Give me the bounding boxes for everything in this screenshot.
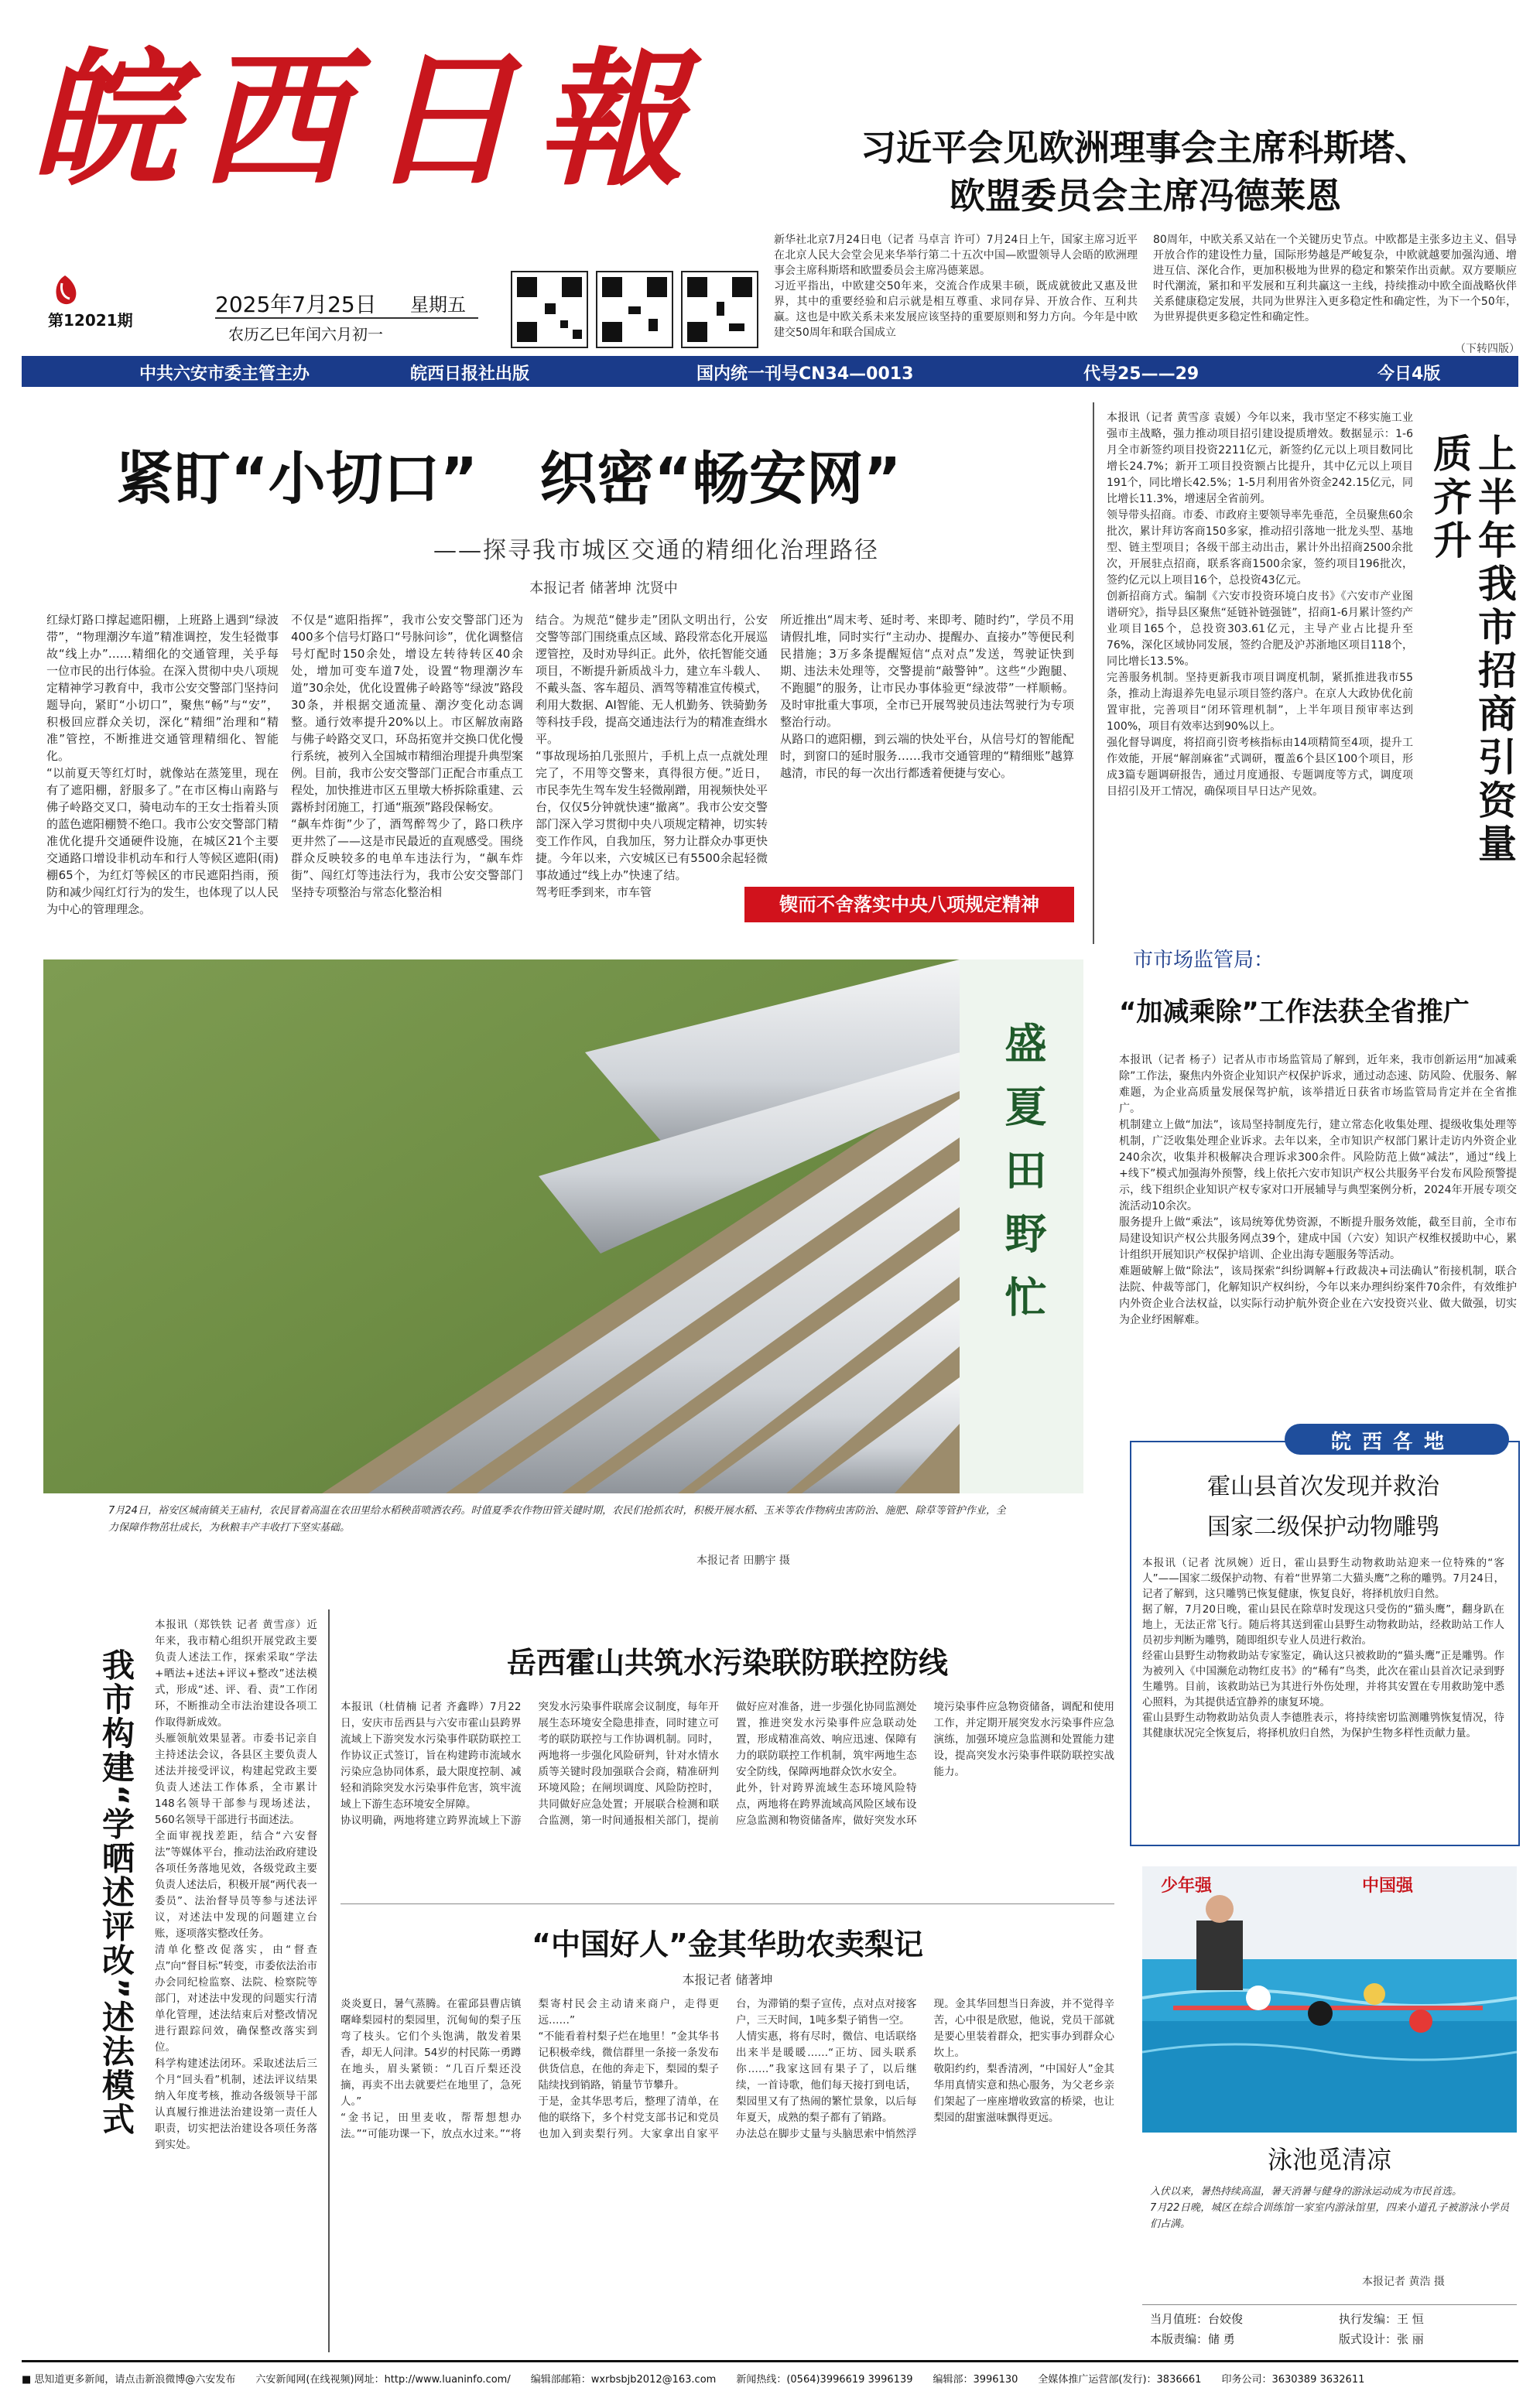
- footer-editorial-phone: 编辑部：3996130: [933, 2373, 1018, 2386]
- pool-sign-1: 少年强: [1161, 1876, 1213, 1896]
- layout-label: 版式设计：: [1339, 2332, 1398, 2346]
- newspaper-logo: [46, 272, 84, 310]
- main-col-2: 不仅是“遮阳指挥”，我市公安交警部门还为400多个信号灯路口“号脉问诊”，优化调整信号灯配时150余处，增设左转待转区40余处，增加可变车道7处，设置“物理潮汐车道”30余处，优化设置佛子岭路等“绿波”路段30条，并根据交通流量、潮汐变化动态调整。通行效率提升20%以上。市区解放南路与佛子岭路交叉口，环岛拓宽并交换口优化慢行系统，被列入全国城市精细治理提升典型案例。目前，我市公安交警部门正配合市重点工程处，加快推进市区五里墩大桥拆除重建、云露桥封闭施工，打通“瓶颈”路段保畅安。 “飙车炸街”少了，酒驾醉驾少了，路口秩序更井然了——这是市民最近的直观感受。围绕群众反映较多的电单车违法行为，“飙车炸街”、闯红灯等违法行为，我市公安交警部门坚持专项整治与常态化整治相: [291, 613, 523, 899]
- duty-editor: 台姣俊: [1208, 2312, 1244, 2326]
- water-headline: 岳西霍山共筑水污染联防联控防线: [506, 1646, 948, 1680]
- page-count: 今日4版: [1377, 364, 1441, 384]
- publisher-label: 皖西日报社出版: [410, 364, 530, 384]
- photo-greenhouses: [43, 959, 960, 1493]
- market-text: 本报讯（记者 杨子）记者从市市场监管局了解到，近年来，我市创新运用“加减乘除”工作法，聚焦内外资企业知识产权保护诉求，通过动态速、防风险、优服务、解难题，为企业高质量发展保驾护航，该举措近日获省市场监管局肯定并在全省推广。 机制建立上做“加法”，该局坚持制度先行，建立常态化收集处理、提级收集处理等机制，广泛收集处理企业诉求。去年以来，全市知识产权部门累计走访内外资企业240余次，收集并积极解决合理诉求300余件。风险防范上做“减法”，通过“线上+线下”模式加强海外预警，线上依托六安市知识产权公共服务平台发布风险预警提示，线下组织企业知识产权专家对口开展辅导与典型案例分析，2024年开展专项交流活动10余次。 服务提升上做“乘法”，该局统筹优势资源，不断提升服务效能，截至目前，全市布局建设知识产权公共服务网点39个，建成中国（六安）知识产权维权援助中心，累计组织开展知识产权保护培训、企业出海专题服务等活动。 难题破解上做“除法”，该局探索“纠纷调解+行政裁决+司法确认”衔接机制，联合法院、仲裁等部门，化解知识产权纠纷，今年以来办理纠纷案件70余件，有效维护内外资企业合法权益，以实际行动护航外资企业在六安投资兴业、做大做强，切实为企业纾困解难。: [1119, 1054, 1517, 1326]
- exec-editor: 王 恒: [1397, 2312, 1424, 2326]
- investment-text: 本报讯（记者 黄雪彦 袁媛）今年以来，我市坚定不移实施工业强市主战略，强力推动项目招引建设提质增效。数据显示：1-6月全市新签约项目投资2211亿元，新签约亿元以上项目数同比增长24.7%；新开工项目投资额占比提升，其中亿元以上项目191个，同比增长42.5%；1-5月利用省外资金242.15亿元，同比增长11.3%，增速居全省前列。 领导带头招商。市委、市政府主要领导率先垂范，全员聚焦60余批次，累计拜访客商150多家，推动招引落地一批龙头型、基地型、链主型项目；各级干部主动出击，累计外出招商2500余批次，开展驻点招商，联系客商1500余家，签约项目196批次，签约亿元以上项目16个，总投资43亿元。 创新招商方式。编制《六安市投资环境白皮书》《六安市产业图谱研究》，指导县区聚焦“延链补链强链”，招商1-6月累计签约产业项目165个，总投资303.61亿元，主导产业占比提升至76%，深化区域协同发展，签约合肥及沪苏浙地区项目118个，同比增长13.5%。 完善服务机制。坚持更新我市项目调度机制，紧抓推进我市55条，推动上海退养先电显示项目签约落户。在京人大政协优化前置审批，完善项目“闭环管理机制”，上半年项目预审率达到100%，项目有效率达到90%以上。 强化督导调度，将招商引资考核指标由14项精简至4项，提升工作效能，开展“解剖麻雀”式调研，覆盖6个县区100个项目，形成3篇专题调研报告，通过月度通报、专题调度等方式，调度项目招引及开工情况，确保项目早日达产见效。: [1107, 412, 1413, 798]
- owl-headline: [1138, 1467, 1509, 1548]
- footer-website[interactable]: 六安新闻网(在线视频)网址：http://www.luaninfo.com/: [255, 2373, 511, 2386]
- main-headline: [116, 433, 1083, 515]
- main-byline: 本报记者 储著坤 沈贤中: [529, 580, 678, 597]
- masthead-char: 日: [368, 33, 516, 206]
- photo-caption: 7月24日，裕安区城南镇关王庙村，农民冒着高温在农田里给水稻秧苗喷洒农药。时值夏季农作物田管关键时期，农民们抢抓农时，积极开展水稻、玉米等农作物病虫害防治、施肥、除草等管护作业，全力保障作物茁壮成长，为秋粮丰产丰收打下坚实基础。: [108, 1505, 1006, 1534]
- page-editor-label: 本版责编：: [1150, 2332, 1209, 2346]
- layout-designer: 张 丽: [1397, 2332, 1424, 2346]
- editor-row: [1339, 2331, 1424, 2347]
- exec-editor-label: 执行发编：: [1339, 2312, 1398, 2326]
- editor-row: [1339, 2311, 1424, 2327]
- main-headline-part: 紧盯“小切口”: [116, 446, 478, 512]
- editor-row: [1150, 2311, 1243, 2327]
- masthead-title: [31, 33, 758, 206]
- market-headline: “加减乘除”工作法获全省推广: [1119, 997, 1470, 1028]
- lead-col-2: 80周年，中欧关系又站在一个关键历史节点。中欧都是主张多边主义、倡导开放合作的建设性力量，国际形势越是严峻复杂，中欧就越要加强沟通、增进互信、深化合作，更加积极地为世界的稳定和繁荣作出贡献。双方要顺应时代潮流，紧扣和平发展和互利共赢这一主线，持续推动中欧全面战略伙伴关系健康稳定发展，共同为世界注入更多稳定性和确定性，为下一个50年，为世界提供更多稳定性和确定性。: [1153, 234, 1517, 323]
- footer-bar: [22, 2360, 1518, 2393]
- issue-date: 2025年7月25日: [215, 292, 377, 317]
- footer-email[interactable]: 编辑部邮箱：wxrbsbjb2012@163.com: [530, 2373, 717, 2386]
- main-subtitle: ——探寻我市城区交通的精细化治理路径: [433, 537, 879, 564]
- main-col-1: 红绿灯路口撑起遮阳棚，上班路上遇到“绿波带”，“物理潮汐车道”精准调控，发生轻微事故“线上办”……精细化的交通管理，关乎每一位市民的出行体验。在深入贯彻中央八项规定精神学习教育中，我市公安交警部门坚持问题导向，紧盯“小切口”，聚焦“畅”与“安”，积极回应群众关切，深化“精细”治理和“精准”管控，不断推进交通管理精细化、智能化。 “以前夏天等红灯时，就像站在蒸笼里，现在有了遮阳棚，舒服多了。”在市区梅山南路与佛子岭路交叉口，骑电动车的王女士指着头顶的蓝色遮阳棚赞不绝口。我市公安交警部门精准优化提升交通硬件设施，在城区21个主要交通路口增设非机动车和行人等候区遮阳(雨)棚65个，为红灯等候区的市民遮阳挡雨，预防和减少闯红灯行为的发生，也体现了以人民为中心的管理理念。: [46, 613, 279, 916]
- owl-headline-line: 国家二级保护动物雕鸮: [1207, 1514, 1439, 1541]
- pool-sign-2: 中国强: [1362, 1876, 1414, 1896]
- main-col-4: 所近推出“周末考、延时考、来即考、随时约”，学员不用请假扎堆，同时实行“主动办、提醒办、直接办”等便民利民措施；3万多条提醒短信“点对点”发送，驾驶证快到期、违法未处理等，交警提前“敲警钟”。这些“少跑腿、不跑腿”的服务，让市民办事体验更“绿波带”一样顺畅。及时审批重大事项，全市已开展驾驶员违法驾驶行为专项整治行动。 从路口的遮阳棚，到云端的快处平台，从信号灯的智能配时，到窗口的延时服务……我市交通管理的“精细账”越算越清，市民的每一次出行都透着便捷与安心。: [780, 613, 1074, 780]
- photo-credit: 本报记者 田鹏宇 摄: [696, 1555, 790, 1567]
- footer-distribution-phone: 全媒体推广运营部(发行)：3836661: [1038, 2373, 1202, 2386]
- main-col-3: 结合。为规范“健步走”团队文明出行，公安交警等部门围绕重点区域、路段常态化开展巡逻管控，及时劝导纠正。此外，依托智能交通项目，不断提升新质战斗力，建立车斗载人、不戴头盔、客车超员、酒驾等精准宣传模式，利用大数据、AI智能、无人机勤务、铁骑勤务等科技手段，提高交通违法行为的精准查缉水平。 “事故现场拍几张照片，手机上点一点就处理完了，不用等交警来，真得很方便。”近日，市民李先生驾车发生轻微剐蹭，用视频快处平台，仅仅5分钟就快速“撤离”。我市公安交警部门深入学习贯彻中央八项规定精神，切实转变工作作风，自我加压，努力让群众办事更快捷。今年以来，六安城区已有5500余起轻微事故通过“线上办”快速了结。 驾考旺季到来，市车管: [536, 613, 768, 899]
- masthead: [31, 33, 758, 206]
- footer-printing-phone: 印务公司：3630389 3632611: [1221, 2373, 1365, 2386]
- pool-title: 泳池觅清凉: [1267, 2145, 1391, 2174]
- pool-caption: 入伏以来，暑热持续高温，暑天消暑与健身的游泳运动成为市民首选。 7月22日晚，城区在综合训练馆一家室内游泳馆里，四来小道孔子被游泳小学员们占满。: [1150, 2186, 1509, 2230]
- qr-code[interactable]: [596, 271, 673, 348]
- market-kicker: 市市场监管局：: [1133, 949, 1275, 972]
- page-editor: 储 勇: [1208, 2332, 1235, 2346]
- issue-number: 第12021期: [48, 311, 133, 330]
- wanxi-badge-label: 皖西各地: [1331, 1431, 1456, 1454]
- masthead-char: 皖: [31, 33, 179, 206]
- cn-number: 国内统一刊号CN34—0013: [696, 364, 914, 384]
- lead-headline-line: 欧盟委员会主席冯德莱恩: [950, 175, 1341, 217]
- owl-headline-line: 霍山县首次发现并救治: [1207, 1473, 1439, 1500]
- lead-headline-line: 习近平会见欧洲理事会主席科斯塔、: [861, 127, 1430, 169]
- qr-code[interactable]: [511, 271, 588, 348]
- left-divider: [328, 1609, 330, 2352]
- masthead-char: 西: [200, 33, 347, 206]
- investment-vertical-title: 上半年我市招商引资量质齐升: [1427, 433, 1517, 867]
- date-divider: [215, 317, 478, 319]
- swimming-pool-image: [1142, 1866, 1517, 2133]
- section-divider: [341, 1903, 1114, 1904]
- pear-text: 炎炎夏日，暑气蒸腾。在霍邱县曹店镇曙峰梨园村的梨园里，沉甸甸的梨子压弯了枝头。它们个头饱满，散发着果香，却无人问津。54岁的村民陈一勇蹲在地头，眉头紧锁：“几百斤梨还没摘，再卖不出去就要烂在地里了，急死人。” “金书记，田里麦收，帮帮想想办法。”“可能功课一下，放点水过来。”“将梨寄村民会主动请来商户，走得更远……” “不能看着村梨子烂在地里！”金其华书记积极牵线，微信群里一条接一条发布供货信息，在他的奔走下，梨园的梨子陆续找到销路，销量节节攀升。 于是，金其华思考后，整理了清单，在他的联络下，多个村党支部书记和党员也加入到卖梨行列。大家拿出自家平台，为滞销的梨子宣传，点对点对接客户，三天时间，1吨多梨子销售一空。 人情实惠，将有尽时，微信、电话联络出来半是暖暖……“正坊、园头联系你……”我家这回有果子了，以后继续，一首诗歌，他们每天接打到电话，梨园里又有了热闹的繁忙景象，以后每年夏天，成熟的梨子都有了销路。 办法总在脚步丈量与头脑思索中悄然浮现。金其华回想当日奔波，并不觉得辛苦，心中很是欣慰，他说，党员干部就是要心里装着群众，把实事办到群众心坎上。 敬阳约约，梨香清冽，“中国好人”金其华用真情实意和热心服务，为父老乡亲们架起了一座座增收致富的桥梁，也让梨园的甜蜜滋味飘得更远。: [341, 1998, 1114, 2140]
- main-headline-part: 织密“畅安网”: [539, 446, 902, 512]
- water-text: 本报讯（杜倩楠 记者 齐鑫晔）7月22日，安庆市岳西县与六安市霍山县跨界流域上下游突发水污染事件联防联控工作协议正式签订，旨在构建跨市流域水污染应急协同体系，最大限度控制、减轻和消除突发水污染事件危害，筑牢流域上下游生态环境安全屏障。 协议明确，两地将建立跨界流域上下游突发水污染事件联席会议制度，每年开展生态环境安全隐患排查，同时建立可考的联防联控与工作协调机制。同时，两地将一步强化风险研判，针对水情水质等关键时段加强联合会商，精准研判环境风险；在闸坝调度、风险防控时，共同做好应急处置；开展联合检测和联合监测，第一时间通报相关部门，提前做好应对准备，进一步强化协同监测处置，推进突发水污染事件应急联动处置，形成精准高效、响应迅速、保障有力的联防联控工作机制，筑牢两地生态安全防线，保障两地群众饮水安全。 此外，针对跨界流域生态环境风险特点，两地将在跨界流域高风险区域布设应急监测和物资储备库，做好突发水环境污染事件应急物资储备，调配和使用工作，并定期开展突发水污染事件应急演练，加强环境应急监测和处置能力建设，提高突发水污染事件联防联控实战能力。: [341, 1701, 1114, 1827]
- footer-weibo[interactable]: ■ 思知道更多新闻，请点击新浪微博@六安发布: [22, 2373, 236, 2386]
- footer-hotline: 新闻热线：(0564)3996619 3996139: [736, 2373, 913, 2386]
- photo-vertical-title: 盛夏田野忙: [998, 1021, 1047, 1339]
- editor-row: [1150, 2331, 1235, 2347]
- lead-headline: [774, 124, 1517, 220]
- pear-byline: 本报记者 储著坤: [682, 1972, 773, 1987]
- continued-note: （下转四版）: [1455, 343, 1520, 355]
- legal-vertical-title: 我市构建“学晒述评改”述法模式: [98, 1648, 135, 2137]
- greenhouse-field-image: [43, 959, 960, 1493]
- issue-weekday: 星期五: [410, 294, 466, 316]
- owl-text: 本报讯（记者 沈夙婉）近日，霍山县野生动物救助站迎来一位特殊的“客人”——国家二级保护动物、有着“世界第二大猫头鹰”之称的雕鸮。7月24日，记者了解到，这只雕鸮已恢复健康，恢复良好，将择机放归自然。 据了解，7月20日晚，霍山县民在除草时发现这只受伤的“猫头鹰”，翻身趴在地上，无法正常飞行。随后将其送到霍山县野生动物救助站，经救助站工作人员初步判断为雕鸮，随即组织专业人员进行救治。 经霍山县野生动物救助站专家鉴定，确认这只被救助的“猫头鹰”正是雕鸮。作为被列入《中国濒危动物红皮书》的“稀有”鸟类，此次在霍山县首次记录到野生雕鸮。目前，该救助站已为其进行外伤处理，并将其安置在专用救助笼中悉心照料，为其提供适宜静养的康复环境。 霍山县野生动物救助站负责人李德胜表示，将持续密切监测雕鸮恢复情况，待其健康状况完全恢复后，将择机放归自然，为保护生物多样性贡献力量。: [1142, 1557, 1504, 1739]
- duty-editor-label: 当月值班：: [1150, 2312, 1209, 2326]
- campaign-banner: 锲而不舍落实中央八项规定精神: [744, 887, 1074, 922]
- masthead-char: 報: [537, 33, 685, 206]
- lunar-date: 农历乙巳年闰六月初一: [228, 325, 383, 344]
- logo-icon: [46, 272, 84, 310]
- sponsor-label: 中共六安市委主管主办: [139, 364, 310, 384]
- pool-credit: 本报记者 黄浩 摄: [1362, 2276, 1445, 2288]
- photo-swimming: [1142, 1866, 1517, 2133]
- qr-code[interactable]: [681, 271, 758, 348]
- column-divider: [1093, 402, 1094, 944]
- legal-text-top: 本报讯（郑铁铁 记者 黄雪彦）近年来，我市精心组织开展党政主要负责人述法工作，探索采取“学法+晒法+述法+评议+整改”述法模式，形成“述、评、看、责”工作闭环，不断推动全市法治建设各项工作取得新成效。 头雁领航效果显著。市委书记亲自主持述法会议，各县区主要负责人述法并接受评议，构建起党政主要负责人述法工作体系，全市累计148名领导干部参与现场述法，560名领导干部进行书面述法。 全面审视找差距，结合“六安督法”等媒体平台，推动法治政府建设各项任务落地见效，各级党政主要负责人述法后，积极开展“两代表一委员”、法治督导员等参与述法评议，对述法中发现的问题建立台账，逐项落实整改任务。 清单化整改促落实，由“督查点”向“督目标”转变，市委依法治市办会同纪检监察、法院、检察院等部门，对述法中发现的问题实行清单化管理，述法结束后对整改情况进行跟踪问效，确保整改落实到位。 科学构建述法闭环。采取述法后三个月“回头看”机制，述法评议结果纳入年度考核，推动各级领导干部认真履行推进法治建设第一责任人职责，切实把法治建设各项任务落到实处。: [155, 1619, 317, 2151]
- pear-headline: “中国好人”金其华助农卖梨记: [532, 1927, 923, 1962]
- lead-col-1: 新华社北京7月24日电（记者 马卓言 许可）7月24日上午，国家主席习近平在北京人民大会堂会见来华举行第二十五次中国—欧盟领导人会晤的欧洲理事会主席科斯塔和欧盟委员会主席冯德莱恩。 习近平指出，中欧建交50年来，交流合作成果丰硕，既成就彼此又惠及世界，其中的重要经验和启示就是相互尊重、求同存异、开放合作、互利共赢。这也是中欧关系未来发展应该坚持的重要原则和努力方向。今年是中欧建交50周年和联合国成立: [774, 234, 1138, 339]
- postal-code: 代号25——29: [1083, 364, 1199, 384]
